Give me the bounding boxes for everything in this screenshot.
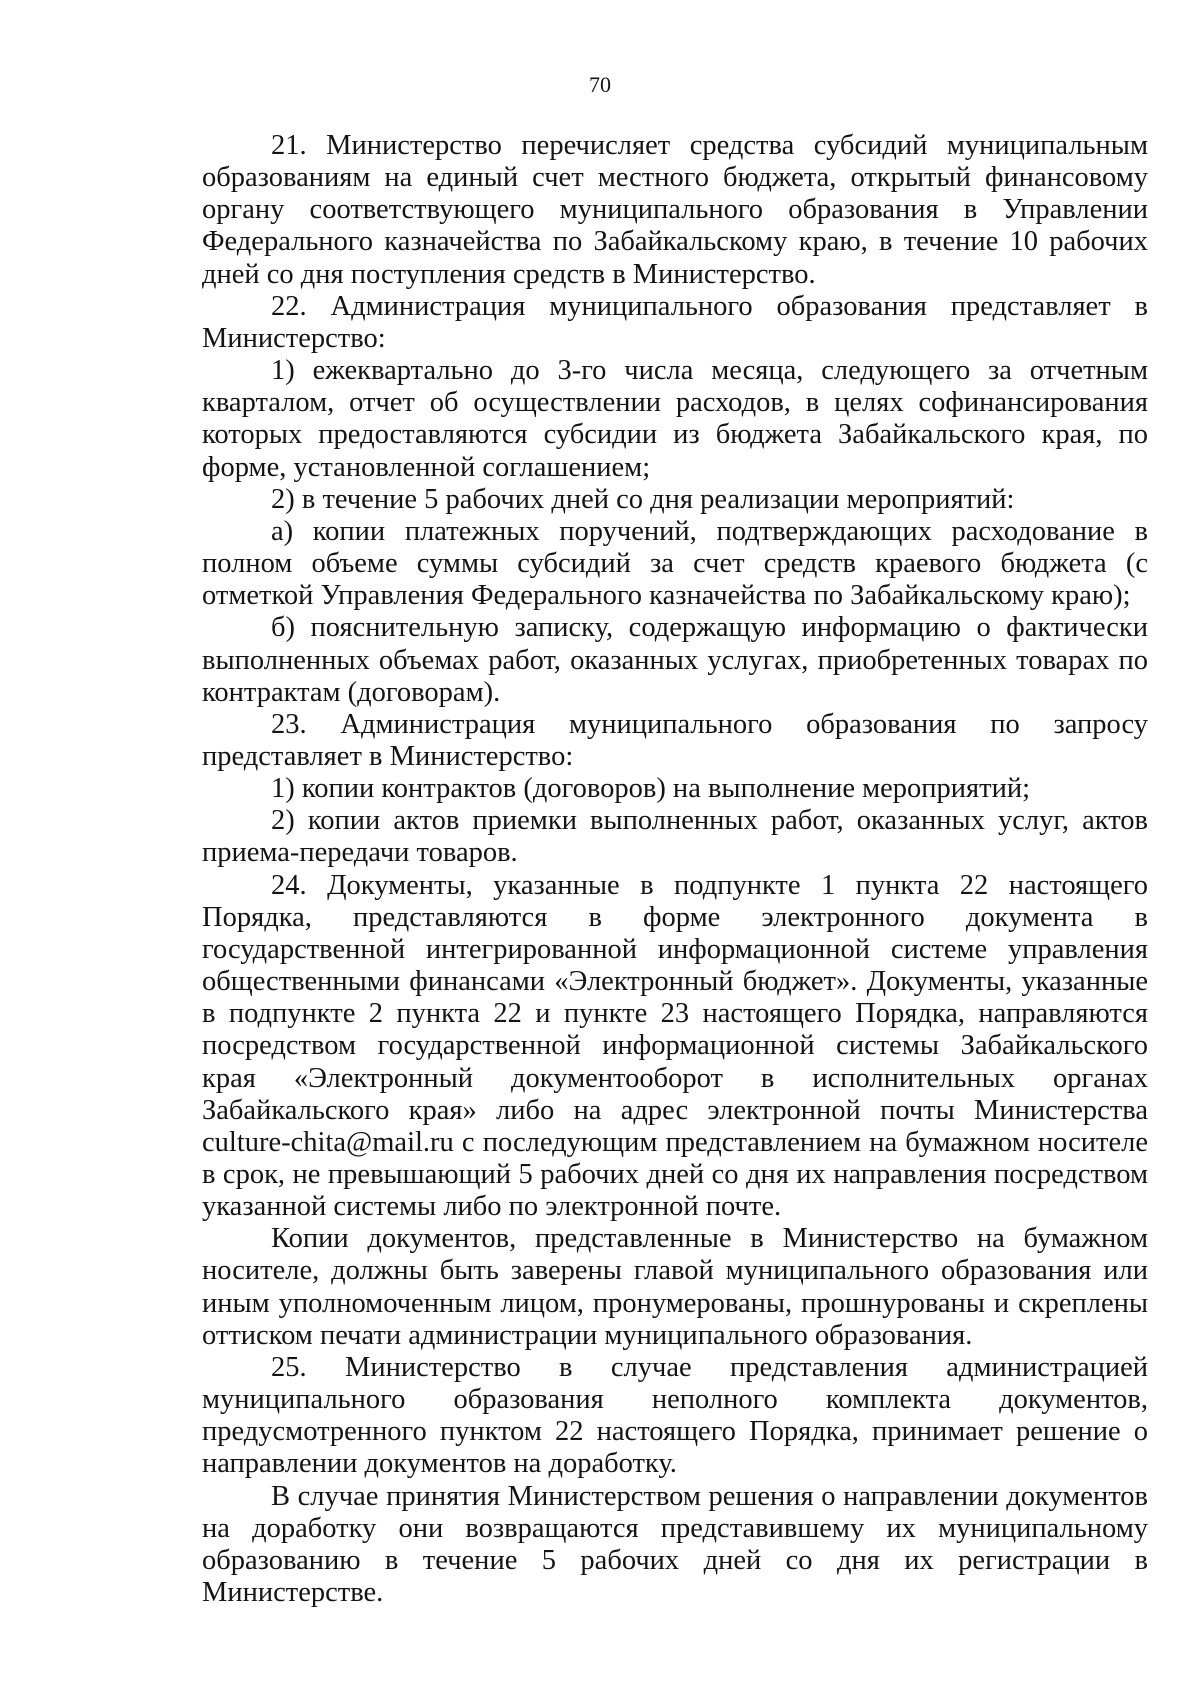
paragraph-22-item-1: 1) ежеквартально до 3-го числа месяца, следующего за отчетным кварталом, отчет об осуществлении расходов, в целях софинансирования которых предоставляются субсидии из бюджета Забайкальского края, по форме, установленной соглашением;: [202, 355, 1148, 483]
paragraph-22-item-2: 2) в течение 5 рабочих дней со дня реализации мероприятий:: [271, 483, 1015, 515]
paragraph-24: 24. Документы, указанные в подпункте 1 пункта 22 настоящего Порядка, представляются в форме электронного документа в государственной интегрированной информационной системе управления общественными финансами «Электронный бюджет». Документы, указанные в подпункте 2 пункта 22 и пункте 23 настоящего Порядка, направляются посредством государственной информационной системы Забайкальского края «Электронный документооборот в исполнительных органах Забайкальского края» либо на адрес электронной почты Министерства culture-chita@mail.ru с последующим представлением на бумажном носителе в срок, не превышающий 5 рабочих дней со дня их направления посредством указанной системы либо по электронной почте.: [202, 869, 1148, 1223]
paragraph-22-item-2a: а) копии платежных поручений, подтверждающих расходование в полном объеме суммы субсидий за счет средств краевого бюджета (с отметкой Управления Федерального казначейства по Забайкальскому краю);: [202, 515, 1148, 612]
document-body: [202, 130, 1148, 1609]
page-number: 70: [589, 72, 611, 97]
paragraph-25: 25. Министерство в случае представления администрацией муниципального образования неполного комплекта документов, предусмотренного пунктом 22 настоящего Порядка, принимает решение о направлении документов на доработку.: [202, 1351, 1148, 1480]
paragraph-22: 22. Администрация муниципального образования представляет в Министерство:: [202, 290, 1148, 354]
paragraph-22-item-2b: б) пояснительную записку, содержащую информацию о фактически выполненных объемах работ, оказанных услугах, приобретенных товарах по контрактам (договорам).: [202, 612, 1148, 708]
paragraph-24-copies: Копии документов, представленные в Министерство на бумажном носителе, должны быть заверены главой муниципального образования или иным уполномоченным лицом, пронумерованы, прошнурованы и скреплены оттиском печати администрации муниципального образования.: [202, 1223, 1148, 1351]
paragraph-21: 21. Министерство перечисляет средства субсидий муниципальным образованиям на единый счет местного бюджета, открытый финансовому органу соответствующего муниципального образования в Управлении Федерального казначейства по Забайкальскому краю, в течение 10 рабочих дней со дня поступления средств в Министерство.: [202, 130, 1148, 290]
paragraph-23: 23. Администрация муниципального образования по запросу представляет в Министерство:: [202, 708, 1148, 772]
paragraph-23-item-2: 2) копии актов приемки выполненных работ, оказанных услуг, актов приема-передачи товаров.: [202, 805, 1148, 869]
paragraph-25-return: В случае принятия Министерством решения о направлении документов на доработку они возвращаются представившему их муниципальному образованию в течение 5 рабочих дней со дня их регистрации в Министерстве.: [202, 1480, 1148, 1609]
paragraph-23-item-1: 1) копии контрактов (договоров) на выполнение мероприятий;: [271, 773, 1031, 805]
